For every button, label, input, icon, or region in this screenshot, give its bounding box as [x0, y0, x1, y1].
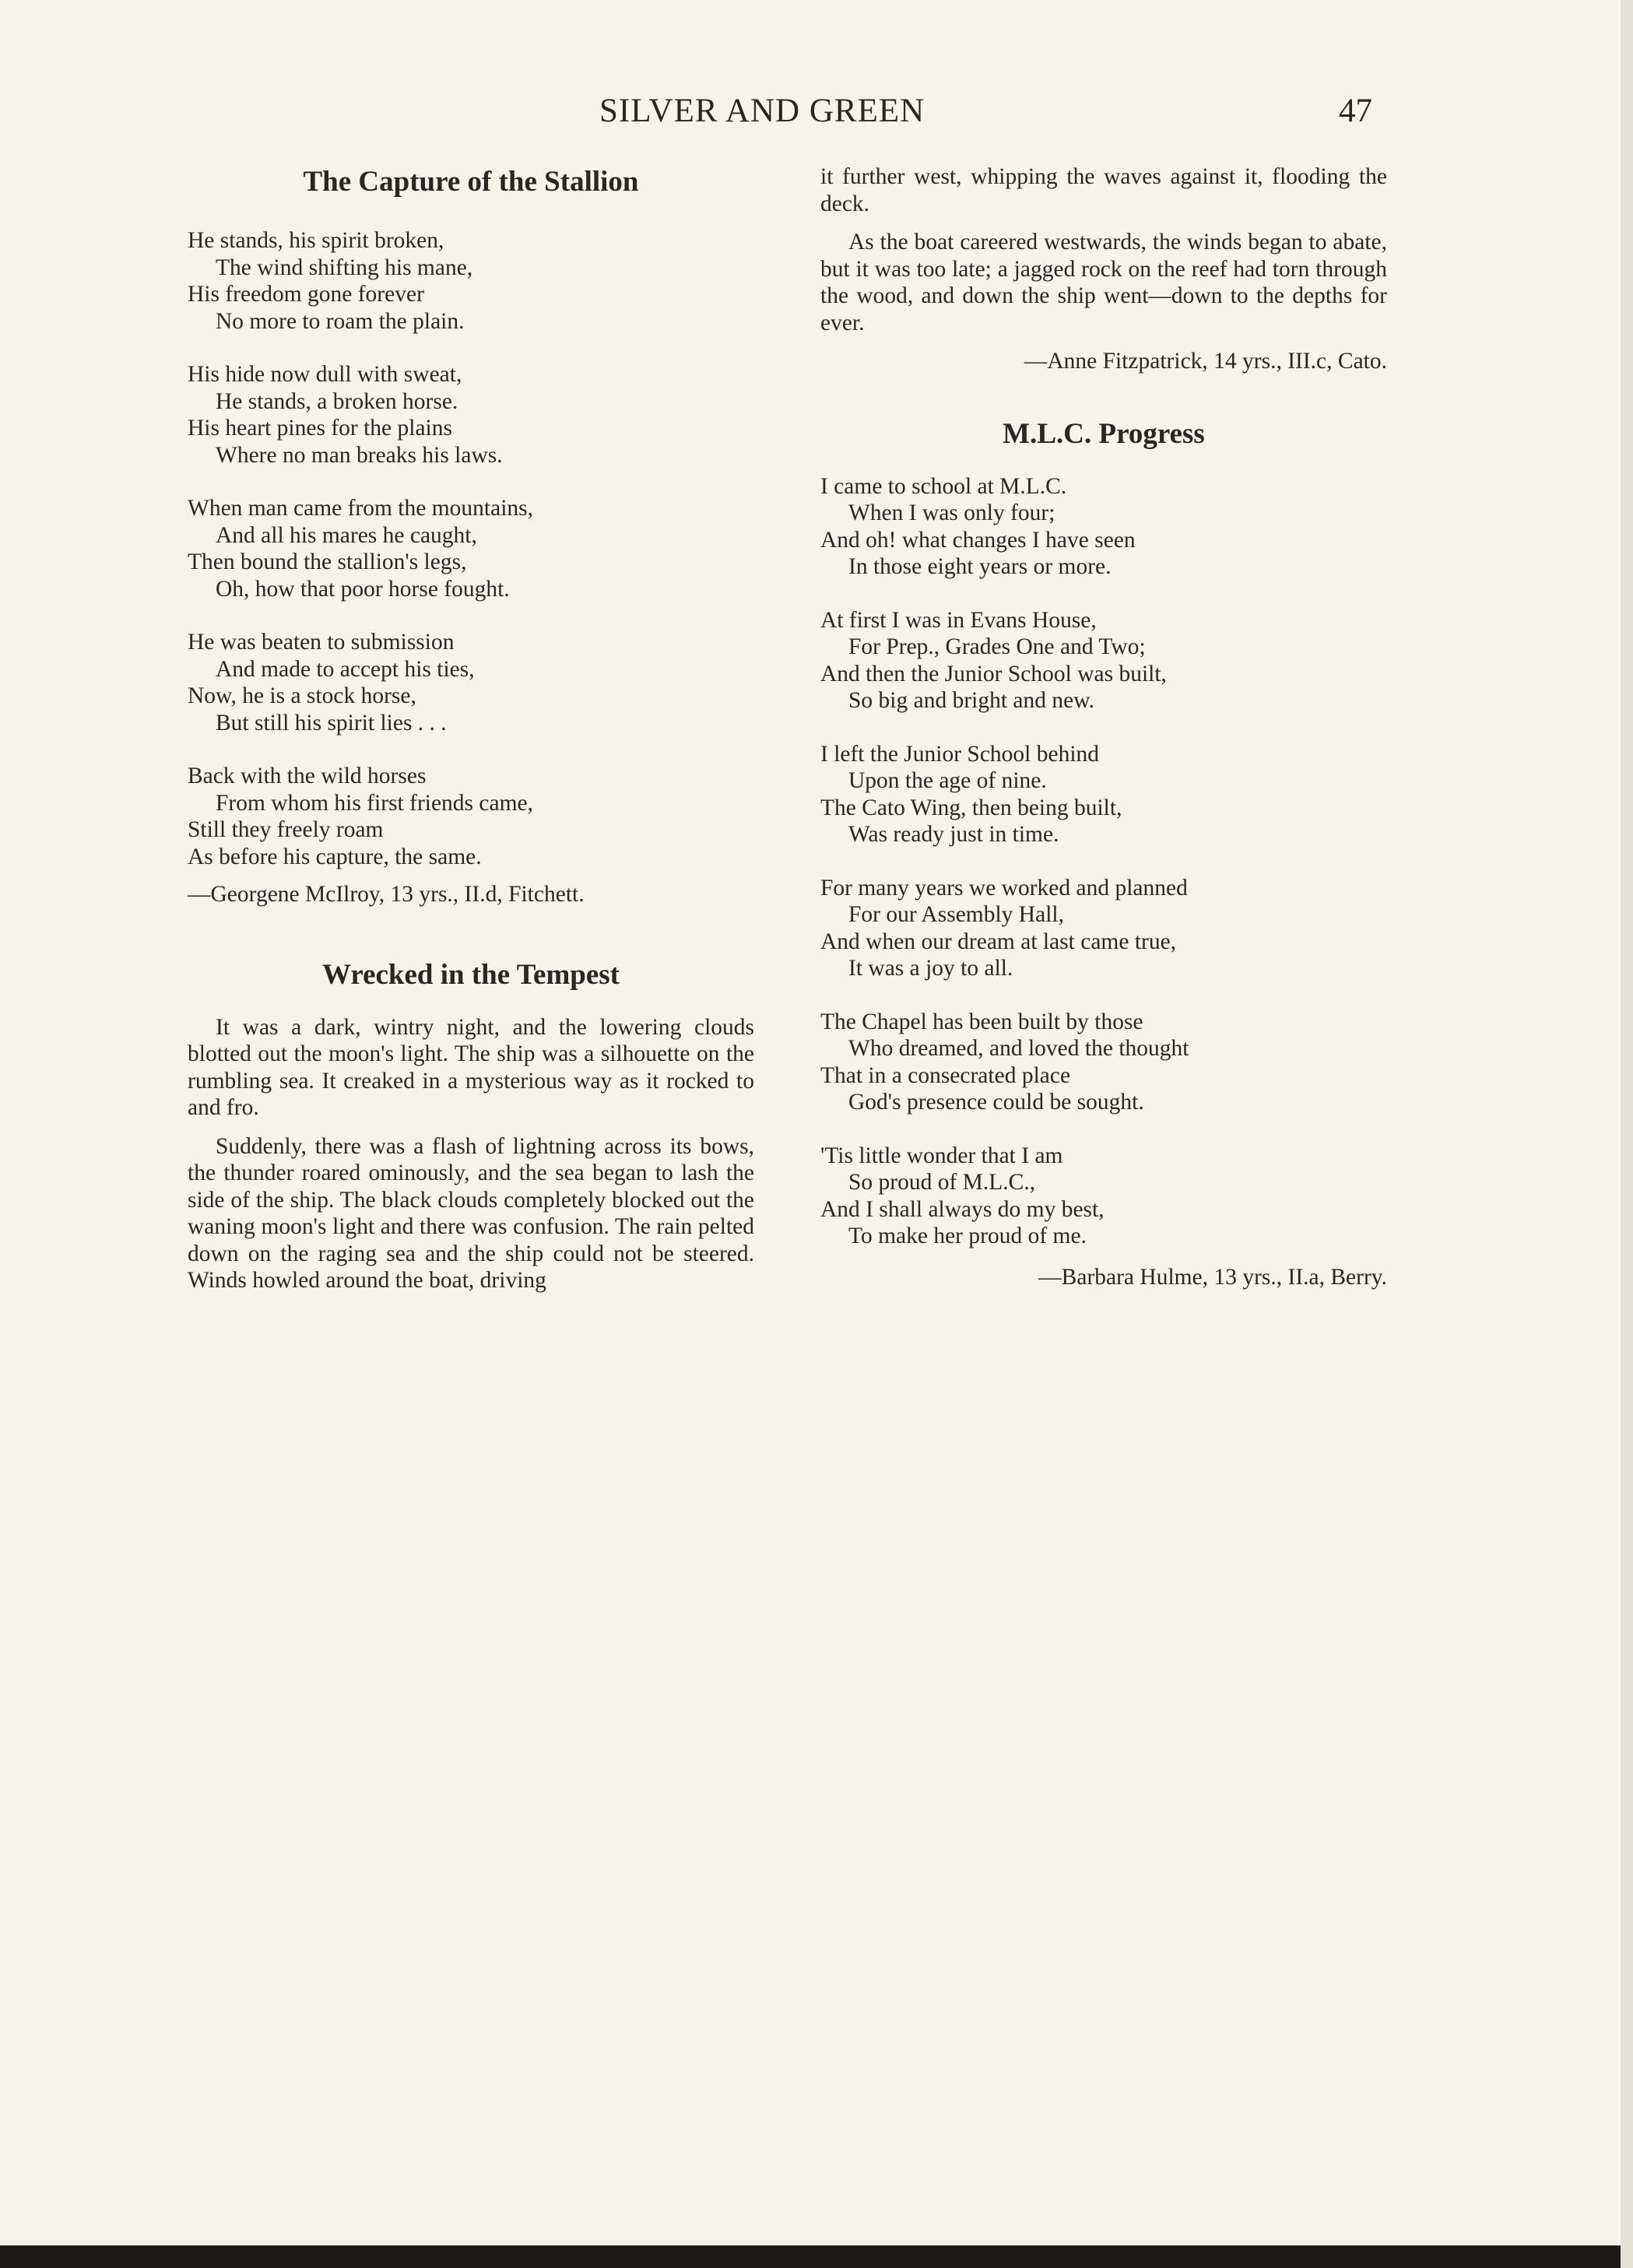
poem-line: And I shall always do my best,	[820, 1196, 1104, 1222]
left-column	[188, 163, 754, 1306]
poem-line: Oh, how that poor horse fought.	[216, 576, 510, 602]
poem-stanza	[820, 607, 1387, 714]
poem-line: The Cato Wing, then being built,	[820, 795, 1122, 820]
poem-line: His freedom gone forever	[188, 282, 424, 307]
poem-stanza	[188, 361, 754, 469]
poem-line: I left the Junior School behind	[820, 741, 1100, 767]
poem-line: 'Tis little wonder that I am	[820, 1143, 1063, 1168]
poem-line: Now, he is a stock horse,	[188, 683, 416, 708]
story-paragraph: Suddenly, there was a flash of lightning across its bows, the thunder roared ominously, and the sea began to lash the side of the ship. The black clouds completely blocked out the waning moon's light and there was confusion. The rain pelted down on the raging sea and the ship could not be steered. Winds howled around the boat, driving	[188, 1133, 754, 1293]
poem-line: For many years we worked and planned	[820, 875, 1188, 901]
tempest-title: Wrecked in the Tempest	[321, 958, 620, 991]
stallion-poem	[188, 227, 754, 908]
poem-line: No more to roam the plain.	[216, 308, 465, 334]
poem-stanza	[188, 629, 754, 736]
poem-line: For Prep., Grades One and Two;	[848, 634, 1146, 659]
poem-line: For our Assembly Hall,	[848, 902, 1064, 927]
poem-line: His heart pines for the plains	[188, 416, 452, 441]
poem-line: But still his spirit lies . . .	[216, 710, 447, 736]
poem-line: In those eight years or more.	[848, 554, 1111, 579]
poem-stanza	[820, 741, 1387, 848]
story-paragraph: As the boat careered westwards, the winds began to abate, but it was too late; a jagged rock on the reef had torn through the wood, and down the ship went—down to the depths for ever.	[820, 230, 1387, 335]
poem-line: And when our dream at last came true,	[820, 929, 1177, 954]
poem-line: The Chapel has been built by those	[820, 1009, 1143, 1034]
poem-line: From whom his first friends came,	[216, 790, 534, 816]
author-credit: —Georgene McIlroy, 13 yrs., II.d, Fitchett.	[188, 882, 585, 907]
poem-line: And then the Junior School was built,	[820, 661, 1167, 686]
poem-line: The wind shifting his mane,	[216, 255, 473, 280]
poem-line: When man came from the mountains,	[188, 496, 533, 521]
right-column	[820, 163, 1387, 1290]
tempest-story	[188, 1014, 754, 1294]
poem-line: I came to school at M.L.C.	[820, 473, 1067, 499]
tempest-story-continued	[820, 163, 1387, 336]
poem-line: As before his capture, the same.	[188, 844, 482, 869]
poem-line: Back with the wild horses	[188, 764, 427, 788]
progress-poem	[820, 473, 1387, 1291]
poem-line: And all his mares he caught,	[216, 522, 477, 548]
poem-line: Who dreamed, and loved the thought	[848, 1036, 1189, 1061]
poem-line: He was beaten to submission	[188, 630, 455, 655]
poem-line: Was ready just in time.	[848, 822, 1059, 847]
poem-stanza	[188, 763, 754, 870]
poem-line: He stands, his spirit broken,	[188, 228, 444, 253]
progress-title: M.L.C. Progress	[1003, 417, 1205, 450]
poem-line: When I was only four;	[848, 500, 1055, 525]
page-header	[0, 92, 1621, 139]
poem-line: His hide now dull with sweat,	[188, 362, 462, 387]
stallion-title: The Capture of the Stallion	[303, 166, 639, 198]
author-credit: —Anne Fitzpatrick, 14 yrs., III.c, Cato.	[1024, 349, 1387, 374]
poem-line: And oh! what changes I have seen	[820, 527, 1136, 553]
scan-bottom-edge	[0, 2245, 1621, 2268]
story-paragraph: it further west, whipping the waves against it, flooding the deck.	[820, 164, 1387, 216]
poem-stanza	[188, 227, 754, 335]
poem-stanza	[820, 473, 1387, 581]
poem-line: So big and bright and new.	[848, 688, 1094, 713]
poem-line: Where no man breaks his laws.	[216, 442, 503, 468]
poem-line: Then bound the stallion's legs,	[188, 549, 467, 574]
poem-line: At first I was in Evans House,	[820, 607, 1097, 633]
poem-line: God's presence could be sought.	[848, 1090, 1144, 1115]
poem-line: Upon the age of nine.	[848, 768, 1047, 793]
poem-line: To make her proud of me.	[848, 1224, 1087, 1248]
poem-stanza	[188, 495, 754, 602]
poem-line: It was a joy to all.	[848, 956, 1013, 981]
running-title: SILVER AND GREEN	[599, 93, 925, 129]
poem-line: He stands, a broken horse.	[216, 388, 458, 414]
poem-line: And made to accept his ties,	[216, 656, 475, 682]
poem-line: That in a consecrated place	[820, 1062, 1071, 1088]
poem-line: So proud of M.L.C.,	[848, 1170, 1036, 1195]
story-paragraph: It was a dark, wintry night, and the lowering clouds blotted out the moon's light. The ship was a silhouette on the rumbling sea. It creaked in a mysterious way as it rocked to and fro.	[188, 1014, 754, 1120]
poem-stanza	[820, 1009, 1387, 1116]
poem-stanza	[820, 1143, 1387, 1250]
author-credit: —Barbara Hulme, 13 yrs., II.a, Berry.	[1038, 1264, 1387, 1290]
poem-line: Still they freely roam	[188, 817, 384, 842]
page-number: 47	[1339, 93, 1372, 129]
poem-stanza	[820, 875, 1387, 982]
